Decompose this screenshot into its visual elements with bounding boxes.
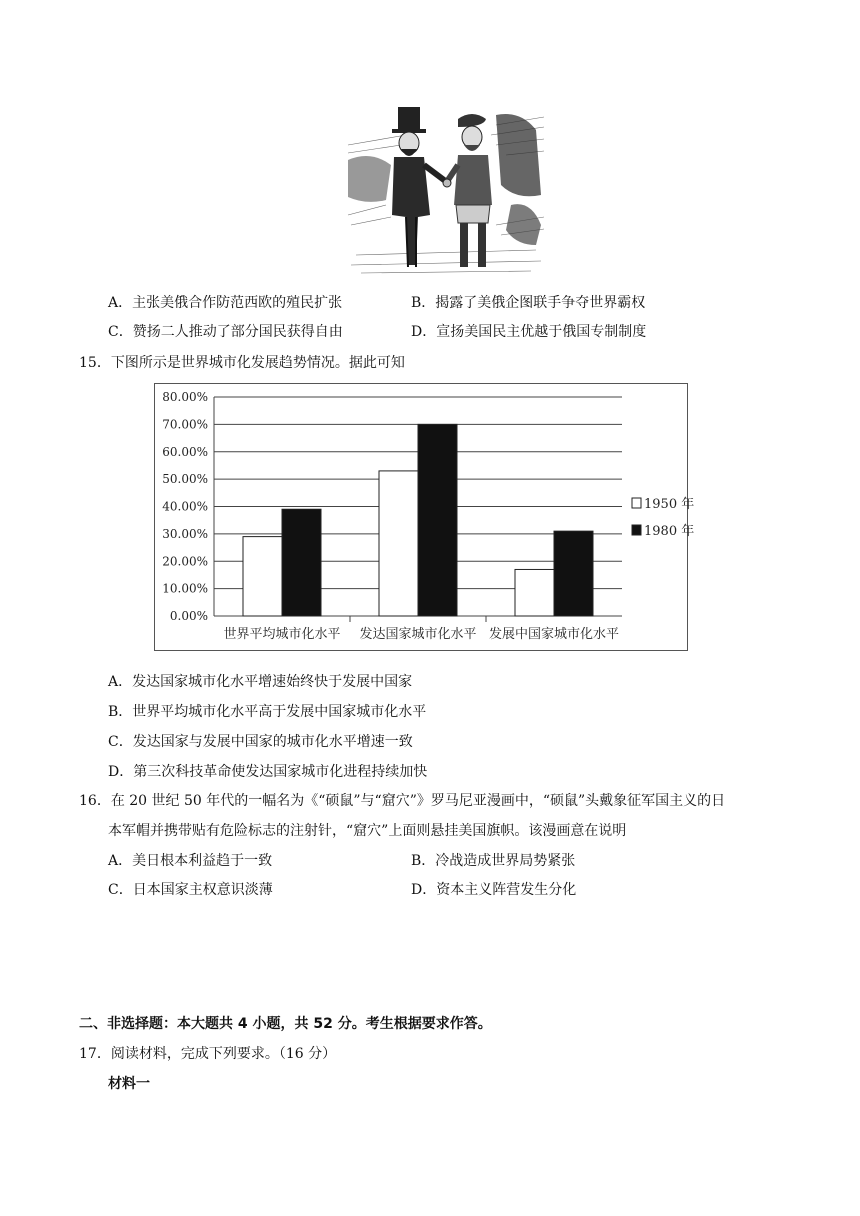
- bar-1950-1: [379, 471, 418, 616]
- q15-stem: 15．下图所示是世界城市化发展趋势情况。据此可知: [79, 355, 405, 371]
- q16-stem-line1: 16．在 20 世纪 50 年代的一幅名为《“硕鼠”与“窟穴”》罗马尼亚漫画中，“硕鼠”头戴象征军国主义的日: [79, 793, 726, 809]
- y-tick-label: 40.00%: [162, 499, 208, 514]
- x-category-label: 发展中国家城市化水平: [488, 627, 620, 642]
- bar-1950-0: [243, 537, 282, 616]
- x-category-label: 世界平均城市化水平: [223, 627, 341, 642]
- y-tick-label: 30.00%: [162, 526, 208, 541]
- q15-option-d[interactable]: D．第三次科技革命使发达国家城市化进程持续加快: [108, 764, 428, 780]
- q15-option-a[interactable]: A．发达国家城市化水平增速始终快于发展中国家: [108, 674, 413, 690]
- q14-option-d[interactable]: D．宣扬美国民主优越于俄国专制制度: [411, 324, 647, 340]
- y-tick-label: 10.00%: [162, 581, 208, 596]
- y-tick-label: 20.00%: [162, 554, 208, 569]
- legend-label: 1980 年: [644, 524, 695, 539]
- y-tick-label: 60.00%: [162, 444, 208, 459]
- section2-title: 二、非选择题：本大题共 4 小题，共 52 分。考生根据要求作答。: [79, 1016, 492, 1032]
- q17-stem: 17．阅读材料，完成下列要求。（16 分）: [79, 1046, 337, 1062]
- q16-option-b[interactable]: B．冷战造成世界局势紧张: [411, 853, 576, 869]
- q16-option-a[interactable]: A．美日根本利益趋于一致: [108, 853, 273, 869]
- q14-option-c[interactable]: C．赞扬二人推动了部分国民获得自由: [108, 324, 343, 340]
- y-tick-label: 0.00%: [169, 609, 208, 623]
- bar-1980-0: [282, 509, 321, 616]
- legend-swatch: [632, 498, 641, 508]
- q15-option-c[interactable]: C．发达国家与发展中国家的城市化水平增速一致: [108, 734, 413, 750]
- q16-option-d[interactable]: D．资本主义阵营发生分化: [411, 882, 577, 898]
- q17-material1-label: 材料一: [108, 1076, 150, 1092]
- y-tick-label: 70.00%: [162, 417, 208, 432]
- urbanization-bar-chart: [154, 383, 695, 651]
- bar-1950-2: [515, 569, 554, 616]
- q14-option-a[interactable]: A．主张美俄合作防范西欧的殖民扩张: [108, 295, 343, 311]
- q14-option-b[interactable]: B．揭露了美俄企图联手争夺世界霸权: [411, 295, 646, 311]
- legend-swatch: [632, 525, 641, 535]
- y-tick-label: 80.00%: [162, 390, 208, 404]
- legend-label: 1950 年: [644, 497, 695, 512]
- y-tick-label: 50.00%: [162, 472, 208, 487]
- q15-option-b[interactable]: B．世界平均城市化水平高于发展中国家城市化水平: [108, 704, 427, 720]
- x-category-label: 发达国家城市化水平: [359, 627, 477, 642]
- cartoon-handshake-image: [346, 105, 546, 280]
- q16-option-c[interactable]: C．日本国家主权意识淡薄: [108, 882, 273, 898]
- bar-1980-2: [554, 531, 593, 616]
- q16-stem-line2: 本军帽并携带贴有危险标志的注射针，“窟穴”上面则悬挂美国旗帜。该漫画意在说明: [108, 823, 627, 839]
- bar-1980-1: [418, 424, 457, 616]
